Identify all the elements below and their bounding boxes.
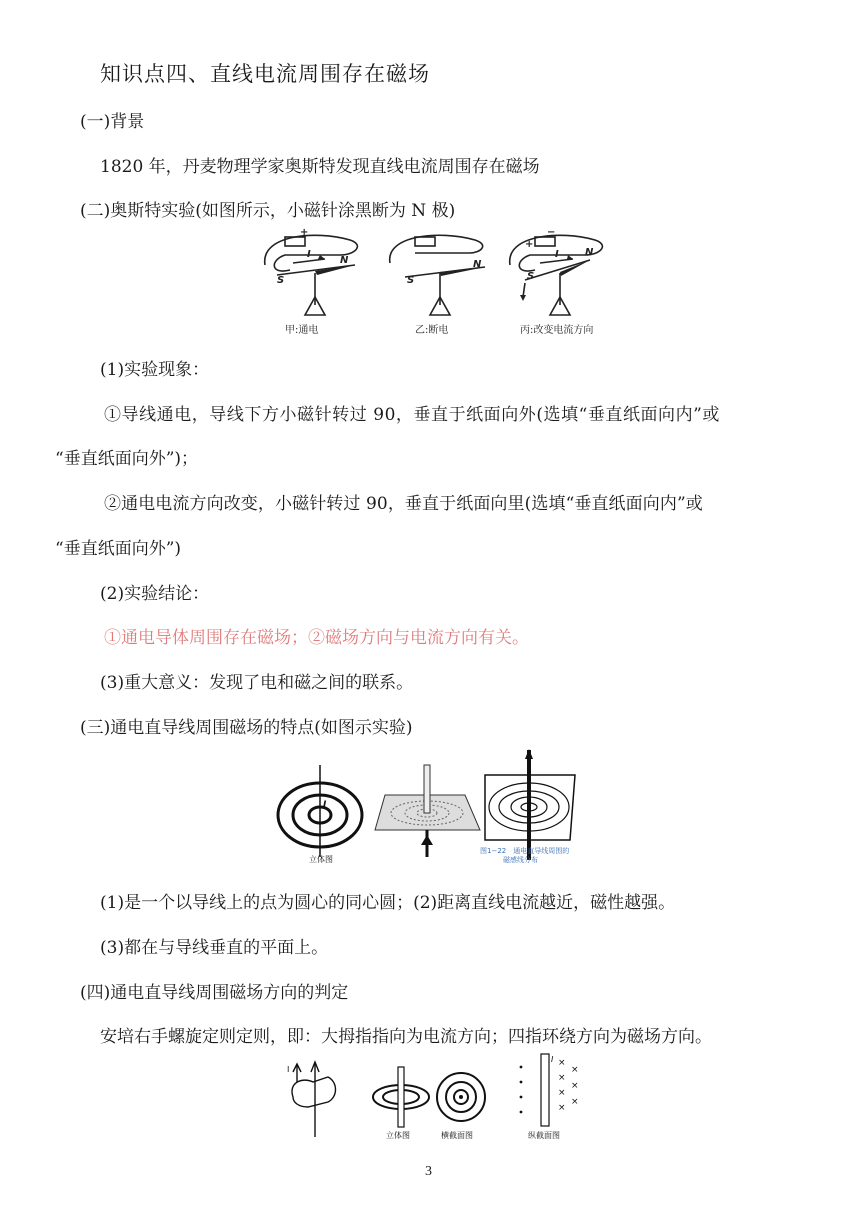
heading-background: (一)背景 [80, 112, 145, 132]
current-label-c: I [555, 249, 559, 260]
north-label-a: N [340, 255, 349, 266]
north-label-b: N [473, 259, 482, 270]
page-number: 3 [425, 1164, 432, 1179]
feature-3: (3)都在与导线垂直的平面上。 [100, 938, 329, 958]
section-title: 知识点四、直线电流周围存在磁场 [100, 62, 430, 86]
current-label: I [323, 800, 327, 810]
south-label-b: S [407, 275, 415, 286]
caption-3d: 立体图 [386, 1131, 410, 1140]
right-hand-rule-figure [283, 1052, 583, 1142]
phenomenon-1-line-a: ①导线通电，导线下方小磁针转过 90，垂直于纸面向外(选填“垂直纸面向内”或 [104, 405, 720, 425]
heading-oersted-experiment: (二)奥斯特实验(如图所示，小磁针涂黑断为 N 极) [80, 201, 456, 221]
right-caption-line-1: 图1−22 通电直导线周围的 [480, 847, 570, 855]
background-text: 1820 年，丹麦物理学家奥斯特发现直线电流周围存在磁场 [100, 157, 540, 177]
caption-b: 乙:断电 [415, 325, 449, 336]
conclusion-text: ①通电导体周围存在磁场；②磁场方向与电流方向有关。 [104, 628, 529, 648]
heading-field-features: (三)通电直导线周围磁场的特点(如图示实验) [80, 718, 413, 738]
phenomenon-1-line-b: “垂直纸面向外”)； [55, 449, 199, 469]
significance-text: (3)重大意义：发现了电和磁之间的联系。 [100, 673, 414, 693]
caption-c: 丙:改变电流方向 [520, 325, 594, 336]
svg-text:×: × [558, 1073, 566, 1083]
hand-outline [292, 1077, 335, 1107]
phenomenon-2-line-a: ②通电电流方向改变，小磁针转过 90，垂直于纸面向里(选填“垂直纸面向内”或 [104, 494, 703, 514]
magnetic-field-figure [275, 745, 595, 865]
caption-a: 甲:通电 [285, 325, 319, 336]
phenomenon-2-line-b: “垂直纸面向外”) [55, 539, 182, 559]
right-hand-rule-text: 安培右手螺旋定则定则，即：大拇指指向为电流方向；四指环绕方向为磁场方向。 [100, 1027, 712, 1047]
minus-label-c: − [547, 227, 556, 238]
plus-label-a: + [300, 227, 309, 238]
south-label-a: S [277, 275, 285, 286]
svg-text:×: × [571, 1065, 579, 1075]
south-label-c: S [527, 271, 535, 282]
heading-direction-rule: (四)通电直导线周围磁场方向的判定 [80, 983, 349, 1003]
current-label-a: I [307, 249, 311, 260]
right-caption-line-2: 磁感线分布 [503, 856, 538, 864]
svg-text:×: × [558, 1103, 566, 1113]
left-caption: 立体图 [309, 855, 333, 864]
caption-cross-section: 横截面图 [441, 1131, 473, 1140]
plus-label-c: + [525, 239, 534, 250]
north-label-c: N [585, 247, 594, 258]
feature-1-2: (1)是一个以导线上的点为圆心的同心圆；(2)距离直线电流越近，磁性越强。 [100, 893, 676, 913]
oersted-experiment-figure [255, 225, 615, 340]
heading-phenomenon: (1)实验现象： [100, 360, 210, 380]
hand-current-label: I [287, 1065, 290, 1074]
svg-text:×: × [571, 1097, 579, 1107]
longitudinal-current-label: I [551, 1055, 554, 1064]
svg-text:×: × [571, 1081, 579, 1091]
caption-longitudinal: 纵截面图 [528, 1131, 560, 1140]
heading-conclusion: (2)实验结论： [100, 584, 210, 604]
svg-text:×: × [558, 1058, 566, 1068]
svg-text:×: × [558, 1088, 566, 1098]
